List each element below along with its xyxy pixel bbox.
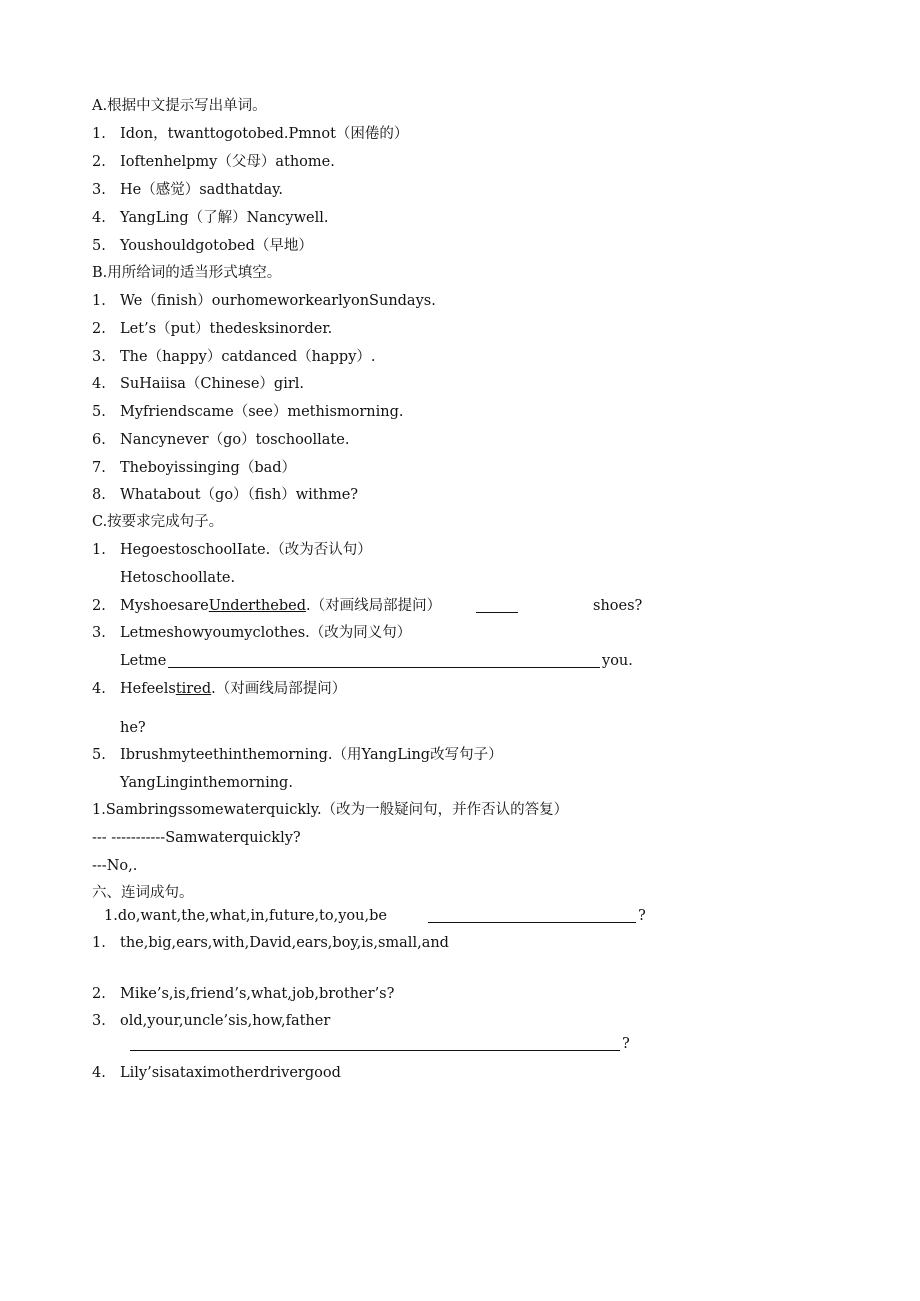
section-c-heading: C.按要求完成句子。 — [92, 514, 224, 530]
section-c-question-1: 1. HegoestoschoolIate.（改为否认句） — [92, 542, 372, 558]
section-a-heading: A.根据中文提示写出单词。 — [92, 98, 267, 114]
section-a-item-3: 3. He（感觉）sadthatday. — [92, 182, 284, 198]
section-b-item-7: 7. Theboyissinging（bad） — [92, 460, 297, 476]
section-a-item-5: 5. Youshouldgotobed（早地） — [92, 238, 313, 254]
section-c-question-2: 2. MyshoesareUnderthebed.（对画线局部提问） — [92, 598, 442, 614]
answer-blank[interactable] — [130, 1036, 620, 1051]
section-c-question-5: 5. Ibrushmyteethinthemorning.（用YangLing改写句子） — [92, 747, 503, 763]
section-c-question-2-tail: shoes? — [593, 598, 643, 614]
section-six-item-4: 4. Lily’sisataximotherdrivergood — [92, 1065, 341, 1081]
section-b-item-3: 3. The（happy）catdanced（happy）. — [92, 349, 376, 365]
section-c-extra-line-3: ---No,. — [92, 858, 138, 874]
section-b-item-2: 2. Let’s（put）thedesksinorder. — [92, 321, 333, 337]
section-c-answer-4: he? — [120, 720, 146, 736]
section-six-first-tail: ? — [638, 908, 646, 924]
section-b-heading: B.用所给词的适当形式填空。 — [92, 265, 282, 281]
section-a-item-4: 4. YangLing（了解）Nancywell. — [92, 210, 329, 226]
section-c-answer-1: Hetoschoollate. — [120, 570, 236, 586]
section-c-answer-5: YangLinginthemorning. — [120, 775, 293, 791]
section-six-item-3-tail: ? — [622, 1036, 630, 1052]
section-a-item-2: 2. Ioftenhelpmy（父母）athome. — [92, 154, 335, 170]
section-six-heading: 六、连词成句。 — [92, 885, 194, 901]
section-b-item-1: 1. We（finish）ourhomeworkearlyonSundays. — [92, 293, 436, 309]
section-c-answer-3: Letme — [120, 653, 167, 669]
answer-blank[interactable] — [428, 908, 636, 923]
section-six-item-3: 3. old,your,uncle’sis,how,father — [92, 1013, 331, 1029]
section-b-item-5: 5. Myfriendscame（see）methismorning. — [92, 404, 404, 420]
section-c-question-3: 3. Letmeshowyoumyclothes.（改为同义句） — [92, 625, 412, 641]
section-c-question-4: 4. Hefeelstired.（对画线局部提问） — [92, 681, 347, 697]
section-six-item-2: 2. Mike’s,is,friend’s,what,job,brother’s? — [92, 986, 395, 1002]
underlined-word: tired — [175, 681, 212, 697]
section-c-extra-line-2: --- -----------Samwaterquickly? — [92, 830, 301, 846]
section-b-item-6: 6. Nancynever（go）toschoollate. — [92, 432, 350, 448]
answer-blank[interactable] — [168, 653, 600, 668]
section-six-first-item: 1.do,want,the,what,in,future,to,you,be — [104, 908, 387, 924]
answer-blank[interactable] — [476, 598, 518, 613]
section-c-extra-question: 1.Sambringssomewaterquickly.（改为一般疑问句，并作否认的答复） — [92, 802, 569, 818]
underlined-phrase: Underthebed — [208, 598, 306, 614]
section-b-item-8: 8. Whatabout（go）（fish）withme? — [92, 487, 359, 503]
section-b-item-4: 4. SuHaiisa（Chinese）girl. — [92, 376, 305, 392]
section-six-item-1: 1. the,big,ears,with,David,ears,boy,is,small,and — [92, 935, 449, 951]
section-a-item-1: 1. Idon，twanttogotobed.Pmnot（困倦的） — [92, 126, 409, 142]
section-c-answer-3-tail: you. — [602, 653, 633, 669]
